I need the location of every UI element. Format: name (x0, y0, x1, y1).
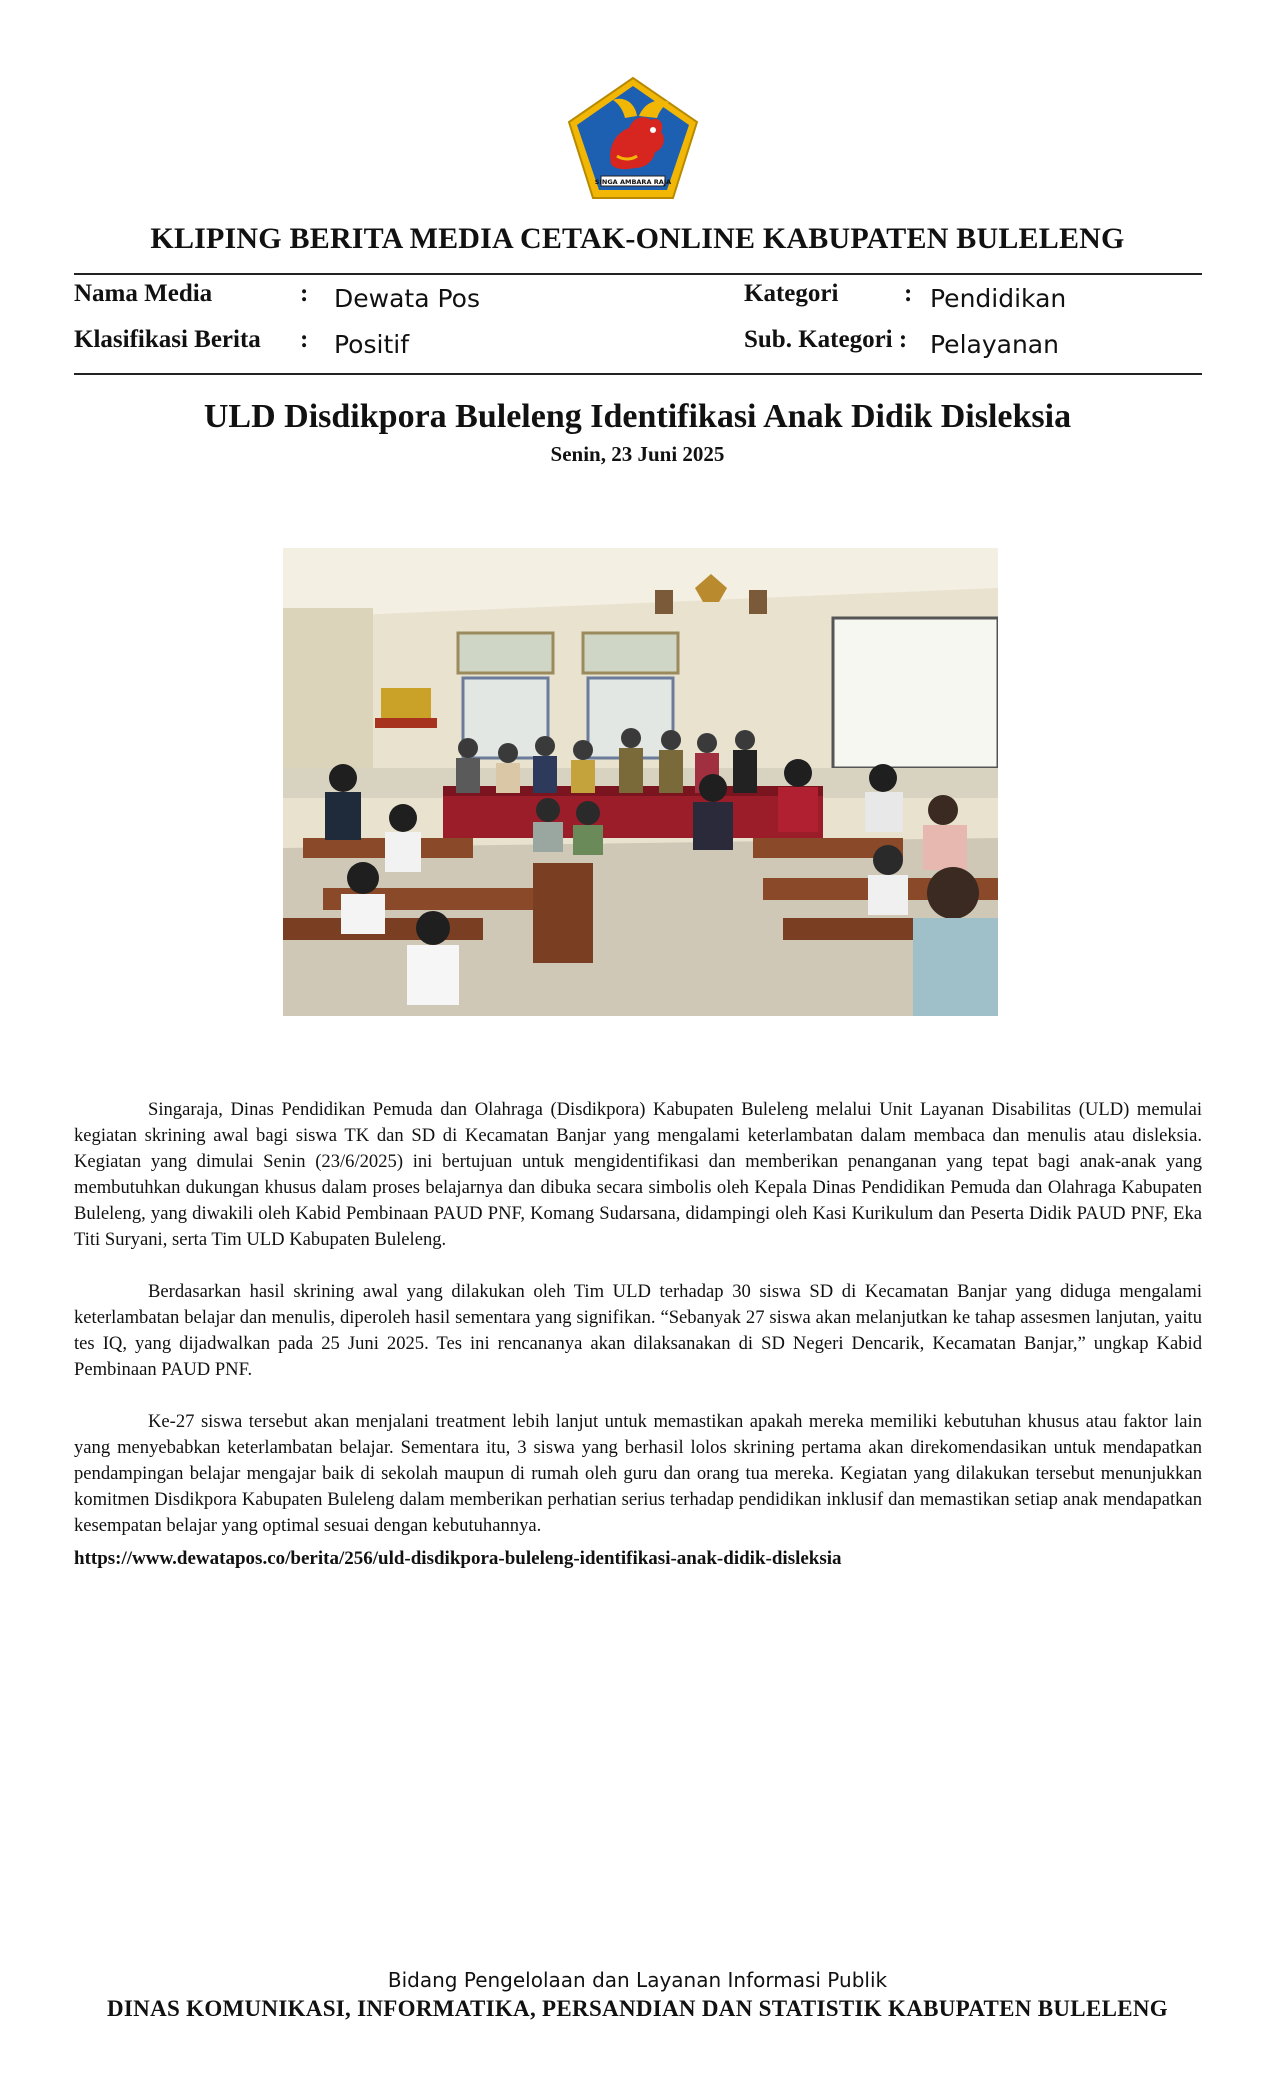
meta-row-media (74, 280, 1202, 316)
article-date: Senin, 23 Juni 2025 (550, 442, 725, 466)
footer-subtitle: Bidang Pengelolaan dan Layanan Informasi Publik (387, 1968, 888, 1992)
klasifikasi-value: Positif (334, 330, 409, 359)
klasifikasi-colon: : (300, 326, 309, 353)
kategori-label: Kategori (744, 280, 839, 307)
classroom-photo-illustration (283, 548, 998, 1016)
media-label: Nama Media (74, 280, 213, 307)
klasifikasi-label: Klasifikasi Berita (74, 326, 261, 353)
kategori-value: Pendidikan (930, 284, 1067, 313)
header-divider-bottom (74, 373, 1202, 375)
footer-title: DINAS KOMUNIKASI, INFORMATIKA, PERSANDIAN DAN STATISTIK KABUPATEN BULELENG (107, 1996, 1168, 2021)
subkategori-label: Sub. Kategori : (744, 326, 908, 353)
media-value: Dewata Pos (334, 284, 480, 313)
article-paragraph-1: Singaraja, Dinas Pendidikan Pemuda dan Olahraga (Disdikpora) Kabupaten Buleleng melalui Unit Layanan Disabilitas (ULD) memulai kegiatan skrining awal bagi siswa TK dan SD di Kecamatan Banjar yang mengalami keterlambatan dalam membaca dan menulis atau disleksia. Kegiatan yang dimulai Senin (23/6/2025) ini bertujuan untuk mengidentifikasi dan memberikan penanganan yang tepat bagi anak-anak yang membutuhkan dukungan khusus dalam proses belajarnya dan dibuka secara simbolis oleh Kepala Dinas Pendidikan Pemuda dan Olahraga Kabupaten Buleleng, yang diwakili oleh Kabid Pembinaan PAUD PNF, Komang Sudarsana, didampingi oleh Kasi Kurikulum dan Peserta Didik PAUD PNF, Eka Titi Suryani, serta Tim ULD Kabupaten Buleleng. (74, 1099, 1202, 1250)
clipping-header-title: KLIPING BERITA MEDIA CETAK-ONLINE KABUPATEN BULELENG (150, 222, 1125, 255)
article-title: ULD Disdikpora Buleleng Identifikasi Anak Didik Disleksia (203, 398, 1072, 435)
emblem-motto: SINGA AMBARA RAJA (594, 178, 672, 186)
article-paragraph-3: Ke-27 siswa tersebut akan menjalani treatment lebih lanjut untuk memastikan apakah mereka memiliki kebutuhan khusus atau faktor lain yang menyebabkan keterlambatan belajar. Sementara itu, 3 siswa yang berhasil lolos skrining pertama akan direkomendasikan untuk mendapatkan pendampingan belajar mengajar baik di sekolah maupun di rumah oleh guru dan orang tua mereka. Kegiatan yang dilakukan tersebut menunjukkan komitmen Disdikpora Kabupaten Buleleng dalam memberikan perhatian serius terhadap pendidikan inklusif dan memastikan setiap anak mendapatkan kesempatan belajar yang optimal sesuai dengan kebutuhannya. (74, 1411, 1202, 1536)
news-photo (283, 548, 998, 1016)
subkategori-value: Pelayanan (930, 330, 1059, 359)
media-colon: : (300, 280, 309, 307)
kategori-colon: : (904, 280, 913, 307)
header-divider-top (74, 273, 1202, 275)
buleleng-emblem-logo (567, 76, 699, 200)
article-paragraph-2: Berdasarkan hasil skrining awal yang dilakukan oleh Tim ULD terhadap 30 siswa SD di Kecamatan Banjar yang diduga mengalami keterlambatan belajar dan menulis, diperoleh hasil sementara yang signifikan. “Sebanyak 27 siswa akan melanjutkan ke tahap assesmen lanjutan, yaitu tes IQ, yang dijadwalkan pada 25 Juni 2025. Tes ini rencananya akan dilaksanakan di SD Negeri Dencarik, Kecamatan Banjar,” ungkap Kabid Pembinaan PAUD PNF. (74, 1281, 1202, 1380)
meta-row-klasifikasi (74, 326, 1202, 362)
article-source-link[interactable]: https://www.dewatapos.co/berita/256/uld-disdikpora-buleleng-identifikasi-anak-didik-disleksia (74, 1548, 842, 1569)
article-body (74, 1097, 1202, 1565)
emblem-graphic (567, 76, 699, 200)
